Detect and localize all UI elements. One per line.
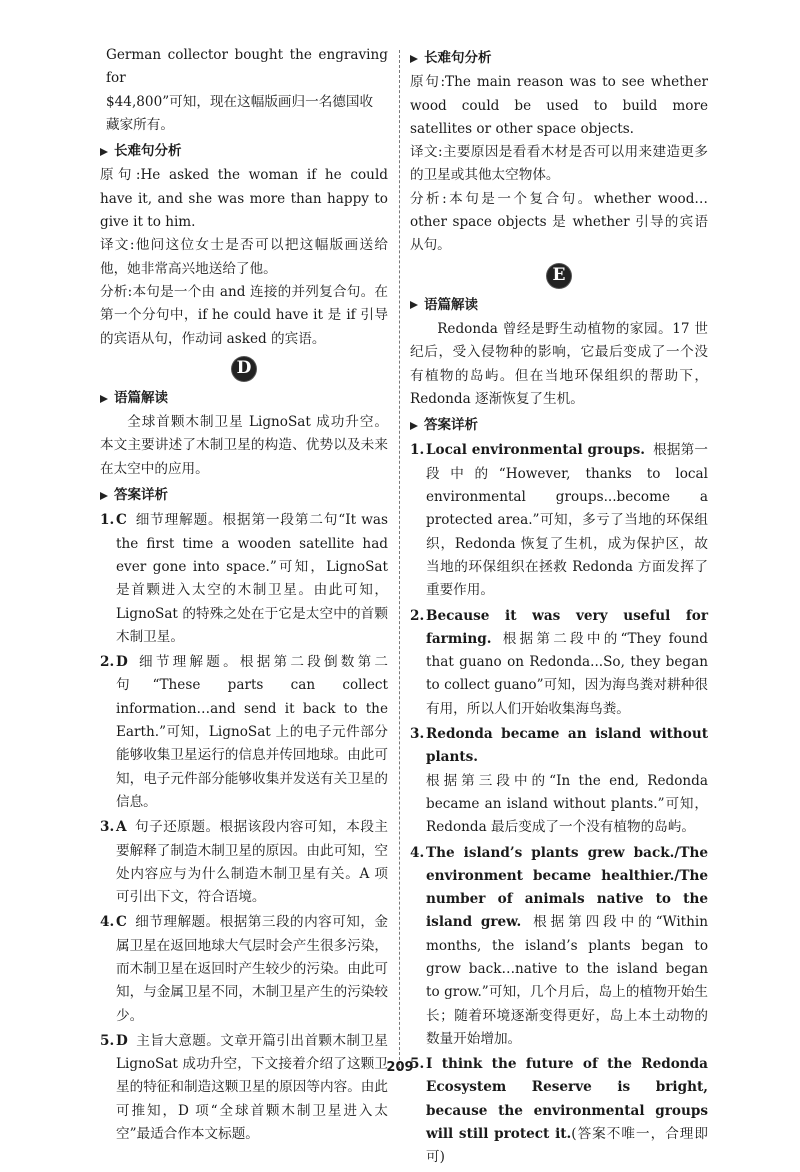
section-d-marker: [100, 357, 388, 381]
arrow-bullet-icon: [410, 301, 418, 309]
answer-choice: D: [116, 654, 128, 671]
answer-choice: D: [116, 1032, 128, 1049]
section-e-marker: [410, 264, 708, 288]
answer-key: I think the future of the Redonda Ecosystem Reserve is bright, because the environmental groups will still protect it.: [426, 1056, 708, 1143]
sentence-analysis: 分析:本句是一个由 and 连接的并列复合句。在第一个分句中，if he could have it 是 if 引导的宾语从句，作动词 asked 的宾语。: [100, 283, 388, 347]
sentence-original: 原句:The main reason was to see whether wood could be used to build more satellites or other space objects.: [410, 74, 708, 137]
answer-key: Because it was very useful for farming.: [426, 607, 708, 647]
answer-explanation: 根据第一段中的“However, thanks to local environmental groups...become a protected area.”可知，多亏了当地的环保组织，Redonda 恢复了生机，成为保护区，故当地的环保组织在拯救 Redonda 方面发挥了重要作用。: [426, 442, 708, 599]
arrow-bullet-icon: [100, 492, 108, 500]
right-column: [410, 44, 708, 1172]
page-number: 209: [386, 1060, 414, 1075]
sentence-analysis-heading: 长难句分析: [410, 47, 708, 70]
sentence-translation: 译文:他问这位女士是否可以把这幅版画送给他，她非常高兴地送给了他。: [100, 237, 388, 277]
answer-explanation: 句子还原题。根据该段内容可知，本段主要解释了制造木制卫星的原因。由此可知，空处内容应与为什么制造木制卫星有关。A 项可引出下文，符合语境。: [116, 819, 388, 906]
sentence-analysis: 分析:本句是一个复合句。whether wood… other space objects 是 whether 引导的宾语从句。: [410, 190, 708, 254]
answer-explanation: 细节理解题。根据第二段倒数第二句“These parts can collect information…and send it back to the Earth.”可知，LignoSat 上的电子元件部分能够收集卫星运行的信息并传回地球。由此可知，电子元件部分能够收集并发送有关卫星的信息。: [116, 654, 388, 810]
answer-item: 5. I think the future of the Redonda Ecosystem Reserve is bright, because the environmental groups will still protect it.(答案不唯一，合理即可): [410, 1056, 708, 1166]
section-d-badge: D: [232, 357, 256, 381]
answer-key: Redonda became an island without plants.: [426, 726, 708, 766]
answer-item: 3. A 句子还原题。根据该段内容可知，本段主要解释了制造木制卫星的原因。由此可知，空处内容应与为什么制造木制卫星有关。A 项可引出下文，符合语境。: [100, 819, 388, 906]
continued-line-2: $44,800”可知，现在这幅版画归一名德国收: [106, 93, 374, 110]
continued-line-1: German collector bought the engraving for: [106, 47, 388, 87]
sentence-original: 原句:He asked the woman if he could have it, and she was more than happy to give it to him.: [100, 167, 388, 231]
answer-item: 2. Because it was very useful for farming. 根据第二段中的“They found that guano on Redonda...So, they began to collect guano”可知，因为海鸟粪对耕种很有用，所以人们开始收集海鸟粪。: [410, 607, 708, 717]
sentence-analysis-heading: 长难句分析: [100, 140, 388, 163]
answer-explanation: 根据第二段中的“They found that guano on Redonda...So, they began to collect guano”可知，因为海鸟粪对耕种很有用，所以人们开始收集海鸟粪。: [426, 630, 708, 717]
reading-heading: 语篇解读: [410, 294, 708, 317]
reading-text: 全球首颗木制卫星 LignoSat 成功升空。本文主要讲述了木制卫星的构造、优势以及未来在太空中的应用。: [100, 414, 388, 477]
section-e-badge: E: [547, 264, 571, 288]
answer-key: Local environmental groups.: [426, 442, 646, 459]
answer-choice: C: [116, 914, 127, 931]
answer-explanation: 细节理解题。根据第三段的内容可知，金属卫星在返回地球大气层时会产生很多污染，而木制卫星在返回时产生较少的污染。由此可知，与金属卫星不同，木制卫星产生的污染较少。: [116, 914, 388, 1024]
arrow-bullet-icon: [100, 148, 108, 156]
answer-explanation: 主旨大意题。文章开篇引出首颗木制卫星 LignoSat 成功升空，下文接着介绍了这颗卫星的特征和制造这颗卫星的原因等内容。由此可推知，D 项“全球首颗木制卫星进入太空”最适合作本文标题。: [116, 1032, 388, 1143]
column-divider: [399, 50, 400, 1070]
answers-heading: 答案详析: [100, 484, 388, 507]
reading-text: Redonda 曾经是野生动植物的家园。17 世纪后，受入侵物种的影响，它最后变成了一个没有植物的岛屿。但在当地环保组织的帮助下，Redonda 逐渐恢复了生机。: [410, 320, 708, 407]
answer-item: 1. C 细节理解题。根据第一段第二句“It was the first time a wooden satellite had ever gone into space.”可知，LignoSat 是首颗进入太空的木制卫星。由此可知，LignoSat 的特殊之处在于它是太空中的首颗木制卫星。: [100, 512, 388, 645]
answer-choice: C: [116, 512, 127, 529]
answer-key: The island’s plants grew back./The environment became healthier./The number of animals native to the island grew.: [426, 844, 708, 931]
arrow-bullet-icon: [410, 422, 418, 430]
answer-item: 1. Local environmental groups. 根据第一段中的“However, thanks to local environmental groups...become a protected area.”可知，多亏了当地的环保组织，Redonda 恢复了生机，成为保护区，故当地的环保组织在拯救 Redonda 方面发挥了重要作用。: [410, 442, 708, 599]
answer-explanation: 细节理解题。根据第一段第二句“It was the first time a wooden satellite had ever gone into space.”可知，LignoSat 是首颗进入太空的木制卫星。由此可知，LignoSat 的特殊之处在于它是太空中的首颗木制卫星。: [116, 512, 388, 645]
answer-item: 4. C 细节理解题。根据第三段的内容可知，金属卫星在返回地球大气层时会产生很多污染，而木制卫星在返回时产生较少的污染。由此可知，与金属卫星不同，木制卫星产生的污染较少。: [100, 914, 388, 1024]
reading-heading: 语篇解读: [100, 387, 388, 410]
answer-item: 4. The island’s plants grew back./The environment became healthier./The number of animals native to the island grew. 根据第四段中的“Within months, the island’s plants began to grow back…native to the island began to grow.”可知，几个月后，岛上的植物开始生长；随着环境逐渐变得更好，岛上本土动物的数量开始增加。: [410, 844, 708, 1047]
arrow-bullet-icon: [410, 55, 418, 63]
answer-item: 2. D 细节理解题。根据第二段倒数第二句“These parts can collect information…and send it back to the Earth.”可知，LignoSat 上的电子元件部分能够收集卫星运行的信息并传回地球。由此可知，电子元件部分能够收集并发送有关卫星的信息。: [100, 654, 388, 810]
answer-explanation: 根据第四段中的“Within months, the island’s plants began to grow back…native to the island began to grow.”可知，几个月后，岛上的植物开始生长；随着环境逐渐变得更好，岛上本土动物的数量开始增加。: [426, 914, 708, 1047]
answer-item: 3. Redonda became an island without plants. 根据第三段中的“In the end, Redonda became an island without plants.”可知，Redonda 最后变成了一个没有植物的岛屿。: [410, 723, 708, 839]
answer-note: (答案不唯一，合理即可): [426, 1126, 708, 1166]
arrow-bullet-icon: [100, 395, 108, 403]
answers-heading: 答案详析: [410, 414, 708, 437]
sentence-translation: 译文:主要原因是看看木材是否可以用来建造更多的卫星或其他太空物体。: [410, 144, 708, 184]
answer-explanation: 根据第三段中的“In the end, Redonda became an island without plants.”可知，Redonda 最后变成了一个没有植物的岛屿。: [426, 772, 708, 836]
continued-line-3: 藏家所有。: [106, 116, 174, 133]
answer-item: 5. D 主旨大意题。文章开篇引出首颗木制卫星 LignoSat 成功升空，下文接着介绍了这颗卫星的特征和制造这颗卫星的原因等内容。由此可推知，D 项“全球首颗木制卫星进入太空”最适合作本文标题。: [100, 1032, 388, 1143]
left-column: [100, 44, 388, 1148]
answer-choice: A: [116, 819, 127, 836]
